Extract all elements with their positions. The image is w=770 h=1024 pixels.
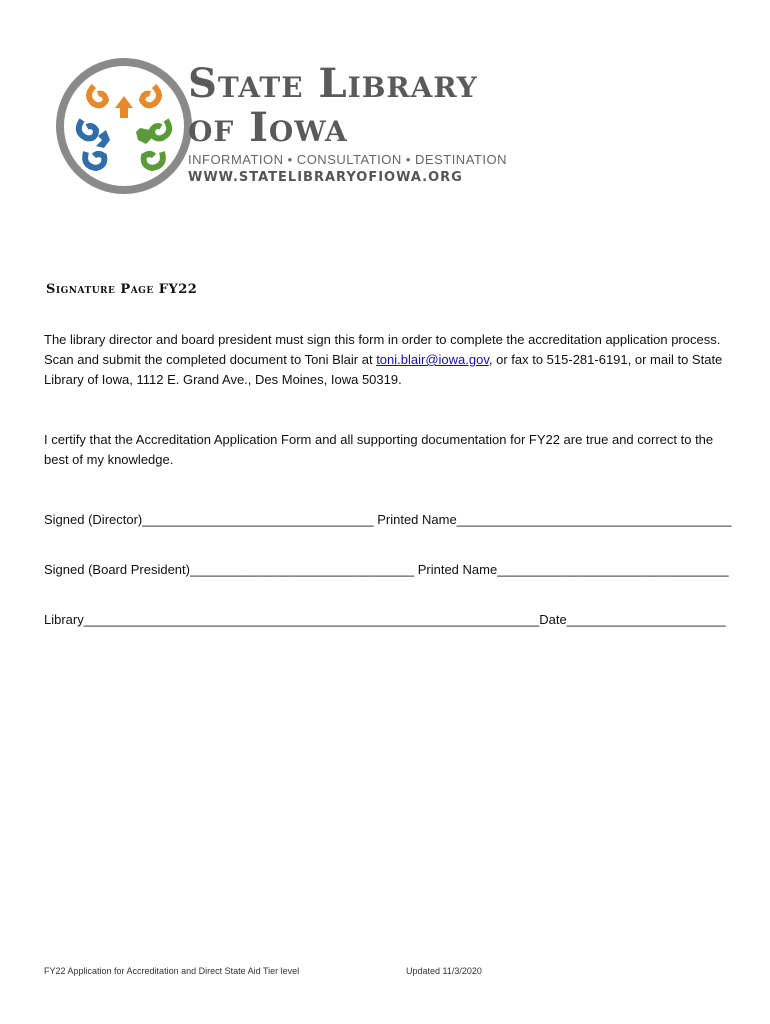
library-emblem-icon [54,56,194,196]
director-signature-line[interactable]: Signed (Director)________________________________ Printed Name______________________________________ [44,512,732,527]
org-website: WWW.STATELIBRARYOFIOWA.ORG [188,170,463,185]
library-date-line[interactable]: Library_______________________________________________________________Date______________________ [44,612,726,627]
email-link[interactable]: toni.blair@iowa.gov [376,352,489,367]
instructions-text-end: , or fax to 515-281-6191, or mail to State Library of Iowa, 1112 E. Grand Ave., Des Moines, Iowa 50319. [44,352,723,387]
org-name [188,62,478,150]
instructions-paragraph [44,330,734,390]
org-name-line1: State Library [188,60,478,107]
board-president-signature-line[interactable]: Signed (Board President)_______________________________ Printed Name________________________________ [44,562,729,577]
footer-updated-date: Updated 11/3/2020 [406,966,482,976]
state-library-logo [54,56,574,196]
page-title: Signature Page FY22 [46,282,198,297]
instructions-text-start: The library director and board president must sign this form in order to complete the accreditation application process. Scan and submit the completed document to Toni Blair at [44,332,721,367]
certification-paragraph: I certify that the Accreditation Application Form and all supporting documentation for FY22 are true and correct to the best of my knowledge. [44,432,714,467]
footer-form-name: FY22 Application for Accreditation and Direct State Aid Tier level [44,966,300,976]
org-name-line2: of Iowa [188,104,348,151]
org-tagline: INFORMATION • CONSULTATION • DESTINATION [188,152,507,167]
